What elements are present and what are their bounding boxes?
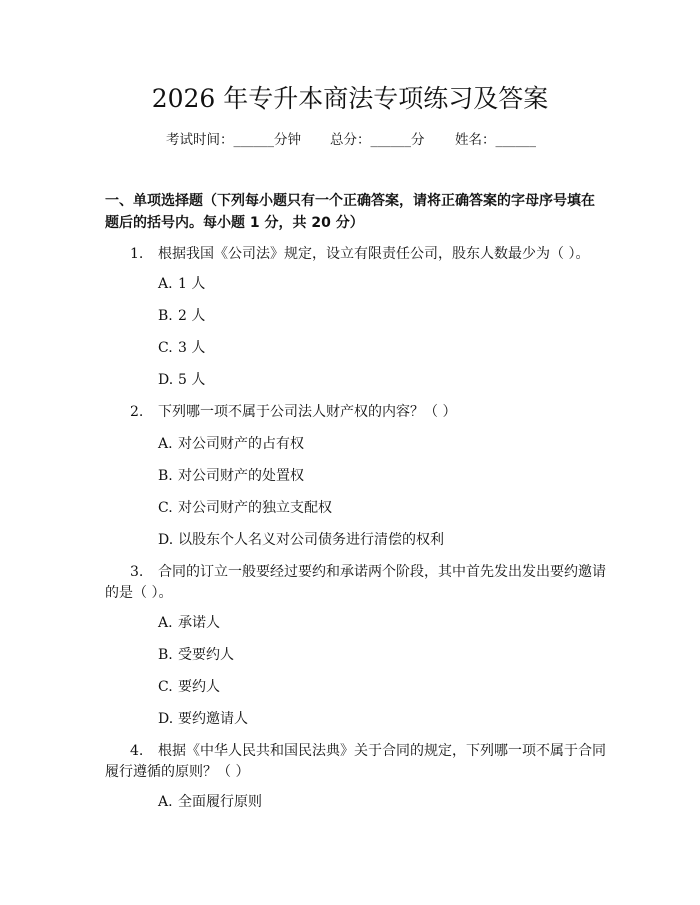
- question-text: 根据我国《公司法》规定，设立有限责任公司，股东人数最少为（ ）。: [158, 246, 590, 262]
- name-field: 姓名：______: [455, 132, 536, 148]
- section-heading: [105, 190, 595, 234]
- question-1: [130, 243, 589, 265]
- option-2a: [158, 433, 304, 455]
- option-2d: [158, 529, 444, 551]
- question-4: [130, 740, 606, 762]
- question-number: 2.: [130, 404, 144, 420]
- total-score-field: 总分：______分: [330, 132, 425, 148]
- option-text: 5 人: [178, 372, 206, 388]
- option-text: 承诺人: [178, 615, 220, 631]
- option-letter: A.: [158, 276, 173, 292]
- option-letter: B.: [158, 647, 173, 663]
- option-4a: [158, 791, 262, 813]
- option-letter: C.: [158, 500, 173, 516]
- option-letter: C.: [158, 340, 173, 356]
- option-letter: A.: [158, 436, 173, 452]
- question-text: 合同的订立一般要经过要约和承诺两个阶段，其中首先发出发出要约邀请: [158, 564, 606, 580]
- option-text: 3 人: [178, 340, 206, 356]
- option-3b: [158, 644, 234, 666]
- page-title: 2026 年专升本商法专项练习及答案: [151, 84, 549, 113]
- option-letter: A.: [158, 615, 173, 631]
- option-letter: D.: [158, 532, 174, 548]
- option-1c: [158, 337, 205, 359]
- option-text: 以股东个人名义对公司债务进行清偿的权利: [178, 532, 444, 548]
- option-text: 全面履行原则: [178, 794, 262, 810]
- exam-time-field: 考试时间：______分钟: [166, 132, 301, 148]
- option-3a: [158, 612, 220, 634]
- option-text: 2 人: [178, 308, 206, 324]
- question-2: [130, 401, 456, 423]
- question-text: 根据《中华人民共和国民法典》关于合同的规定，下列哪一项不属于合同: [158, 743, 606, 759]
- option-2b: [158, 465, 304, 487]
- option-text: 要约人: [178, 679, 220, 695]
- option-text: 对公司财产的处置权: [178, 468, 304, 484]
- question-number: 3.: [130, 564, 144, 580]
- question-3-continued: 的是（ ）。: [105, 585, 173, 601]
- section-heading-line: 一、单项选择题（下列每小题只有一个正确答案，请将正确答案的字母序号填在: [105, 193, 595, 209]
- option-text: 要约邀请人: [178, 711, 248, 727]
- option-letter: D.: [158, 372, 174, 388]
- question-4-continued: 履行遵循的原则？（ ）: [105, 764, 250, 780]
- option-letter: C.: [158, 679, 173, 695]
- question-text: 下列哪一项不属于公司法人财产权的内容？（ ）: [158, 404, 457, 420]
- option-1a: [158, 273, 205, 295]
- option-text: 1 人: [178, 276, 206, 292]
- question-3: [130, 561, 606, 583]
- option-text: 对公司财产的占有权: [178, 436, 304, 452]
- option-3c: [158, 676, 220, 698]
- option-text: 对公司财产的独立支配权: [178, 500, 332, 516]
- option-letter: D.: [158, 711, 174, 727]
- question-number: 4.: [130, 743, 144, 759]
- option-letter: A.: [158, 794, 173, 810]
- option-letter: B.: [158, 468, 173, 484]
- option-3d: [158, 708, 248, 730]
- option-text: 受要约人: [178, 647, 234, 663]
- option-1d: [158, 369, 205, 391]
- section-heading-line: 题后的括号内。每小题 1 分，共 20 分）: [105, 215, 364, 231]
- option-letter: B.: [158, 308, 173, 324]
- option-2c: [158, 497, 332, 519]
- question-number: 1.: [130, 246, 144, 262]
- option-1b: [158, 305, 205, 327]
